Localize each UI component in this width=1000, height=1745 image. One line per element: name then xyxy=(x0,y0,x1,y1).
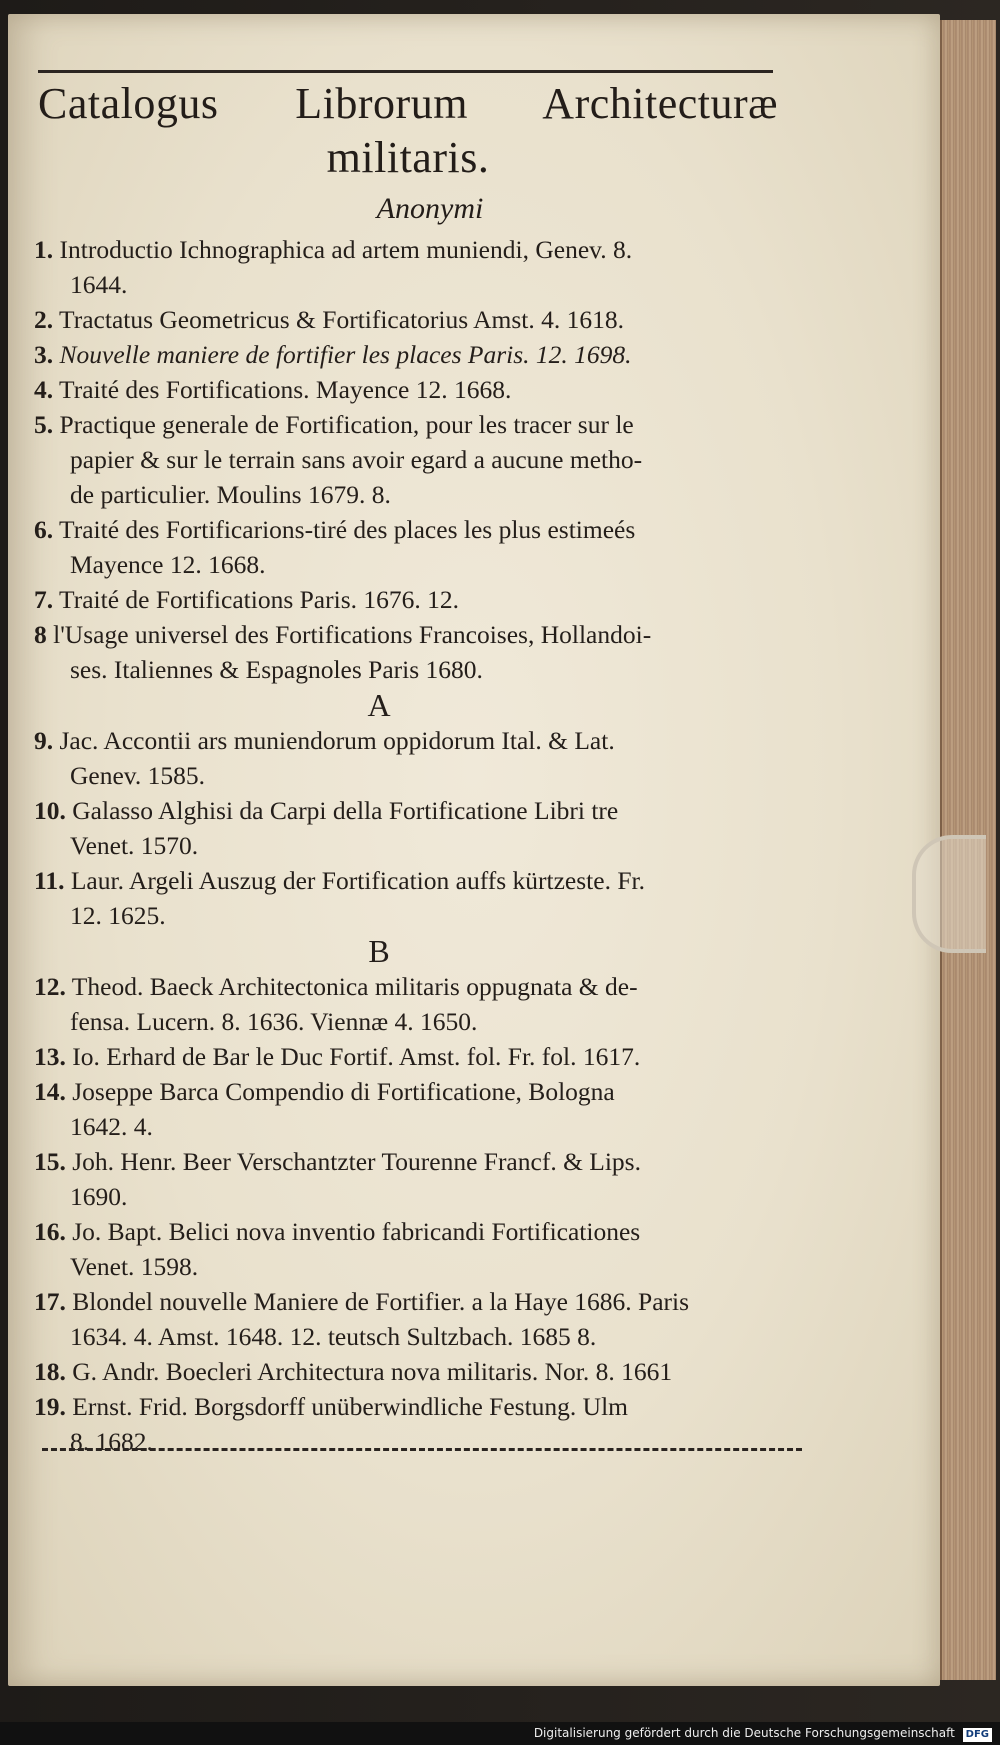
entry-line xyxy=(34,407,794,442)
entry-line xyxy=(34,582,794,617)
entry-line xyxy=(34,512,794,547)
title-line-2: militaris. xyxy=(326,133,490,182)
entry-line xyxy=(34,372,794,407)
section-heading-anonymi: Anonymi xyxy=(376,192,484,225)
entry-line xyxy=(34,337,794,372)
entry-text: papier & sur le terrain sans avoir egard a aucune metho- xyxy=(70,445,643,474)
catalogue-entry xyxy=(34,1284,794,1354)
entry-line xyxy=(34,617,794,652)
entry-number: 8 xyxy=(34,620,47,649)
digitization-footer xyxy=(0,1722,1000,1745)
entry-text: Joh. Henr. Beer Verschantzter Tourenne Francf. & Lips. xyxy=(72,1147,641,1176)
entry-line xyxy=(34,232,794,267)
entry-text: 8. 1682. xyxy=(70,1427,153,1456)
catalogue-entry xyxy=(34,582,794,617)
entry-line xyxy=(34,969,794,1004)
entry-line xyxy=(34,723,794,758)
entry-continuation-line xyxy=(34,1179,794,1214)
entry-text: Nouvelle maniere de fortifier les places Paris. 12. 1698. xyxy=(59,340,632,369)
entry-text: de particulier. Moulins 1679. 8. xyxy=(70,480,391,509)
entry-text: fensa. Lucern. 8. 1636. Viennæ 4. 1650. xyxy=(70,1007,478,1036)
entry-continuation-line xyxy=(34,1319,794,1354)
entry-text: 12. 1625. xyxy=(70,901,166,930)
catalogue-entry xyxy=(34,372,794,407)
section-heading-a: A xyxy=(367,687,391,723)
footer-rule xyxy=(42,1448,802,1451)
catalogue-entry xyxy=(34,337,794,372)
page-clip xyxy=(912,835,986,953)
entry-line xyxy=(34,1354,794,1389)
entry-text: 1644. xyxy=(70,270,128,299)
section-heading-b: B xyxy=(368,933,390,969)
entry-text: Venet. 1570. xyxy=(70,831,199,860)
entry-number: 15. xyxy=(34,1147,66,1176)
catalogue-entry xyxy=(34,232,794,302)
catalogue-entry xyxy=(34,1144,794,1214)
entry-number: 10. xyxy=(34,796,66,825)
entry-line xyxy=(34,1074,794,1109)
entry-continuation-line xyxy=(34,1109,794,1144)
catalogue-entry xyxy=(34,723,794,793)
entry-text: Traité des Fortifications. Mayence 12. 1668. xyxy=(59,375,512,404)
entry-text: Genev. 1585. xyxy=(70,761,206,790)
entry-text: Traité de Fortifications Paris. 1676. 12. xyxy=(59,585,459,614)
entry-text: Practique generale de Fortification, pour les tracer sur le xyxy=(59,410,634,439)
entry-number: 17. xyxy=(34,1287,66,1316)
page-title xyxy=(38,78,778,184)
catalogue-entries xyxy=(34,232,794,1459)
catalogue-entry xyxy=(34,969,794,1039)
footer-text: Digitalisierung gefördert durch die Deutsche Forschungsgemeinschaft xyxy=(533,1726,955,1740)
entry-line xyxy=(34,793,794,828)
entry-line xyxy=(34,1214,794,1249)
dfg-logo: DFG xyxy=(963,1728,992,1742)
entry-text: Tractatus Geometricus & Fortificatorius Amst. 4. 1618. xyxy=(59,305,625,334)
entry-continuation-line xyxy=(34,477,794,512)
entry-number: 19. xyxy=(34,1392,66,1421)
entry-text: Ernst. Frid. Borgsdorff unüberwindliche Festung. Ulm xyxy=(72,1392,629,1421)
entry-line xyxy=(34,1284,794,1319)
catalogue-entry xyxy=(34,512,794,582)
entry-continuation-line xyxy=(34,898,794,933)
entry-line xyxy=(34,1039,794,1074)
catalogue-entry xyxy=(34,617,794,687)
entry-number: 5. xyxy=(34,410,54,439)
entry-text: Introductio Ichnographica ad artem muniendi, Genev. 8. xyxy=(59,235,633,264)
entry-text: Theod. Baeck Architectonica militaris oppugnata & de- xyxy=(71,972,638,1001)
entry-number: 2. xyxy=(34,305,54,334)
entry-continuation-line xyxy=(34,652,794,687)
header-rule xyxy=(38,70,773,73)
catalogue-entry xyxy=(34,1039,794,1074)
entry-continuation-line xyxy=(34,1004,794,1039)
entry-text: G. Andr. Boecleri Architectura nova militaris. Nor. 8. 1661 xyxy=(72,1357,673,1386)
entry-continuation-line xyxy=(34,267,794,302)
title-line-1: Catalogus Librorum Architecturæ xyxy=(38,79,778,128)
catalogue-entry xyxy=(34,793,794,863)
entry-continuation-line xyxy=(34,1249,794,1284)
entry-text: Traité des Fortificarions-tiré des places les plus estimeés xyxy=(59,515,636,544)
entry-number: 11. xyxy=(34,866,65,895)
entry-continuation-line xyxy=(34,1424,794,1459)
entry-number: 7. xyxy=(34,585,54,614)
entry-text: 1690. xyxy=(70,1182,128,1211)
entry-number: 1. xyxy=(34,235,54,264)
entry-number: 14. xyxy=(34,1077,66,1106)
entry-number: 6. xyxy=(34,515,54,544)
entry-text: l'Usage universel des Fortifications Francoises, Hollandoi- xyxy=(53,620,652,649)
entry-text: Laur. Argeli Auszug der Fortification auffs kürtzeste. Fr. xyxy=(70,866,645,895)
entry-continuation-line xyxy=(34,442,794,477)
entry-text: Blondel nouvelle Maniere de Fortifier. a la Haye 1686. Paris xyxy=(72,1287,690,1316)
entry-line xyxy=(34,1144,794,1179)
entry-number: 13. xyxy=(34,1042,66,1071)
entry-continuation-line xyxy=(34,828,794,863)
entry-text: 1642. 4. xyxy=(70,1112,153,1141)
entry-text: ses. Italiennes & Espagnoles Paris 1680. xyxy=(70,655,483,684)
catalogue-entry xyxy=(34,863,794,933)
catalogue-entry xyxy=(34,1354,794,1389)
entry-number: 4. xyxy=(34,375,54,404)
entry-line xyxy=(34,863,794,898)
entry-number: 16. xyxy=(34,1217,66,1246)
entry-number: 3. xyxy=(34,340,54,369)
catalogue-entry xyxy=(34,1074,794,1144)
entry-line xyxy=(34,302,794,337)
entry-line xyxy=(34,1389,794,1424)
entry-text: Io. Erhard de Bar le Duc Fortif. Amst. fol. Fr. fol. 1617. xyxy=(72,1042,641,1071)
entry-text: Jac. Accontii ars muniendorum oppidorum Ital. & Lat. xyxy=(59,726,615,755)
entry-text: Mayence 12. 1668. xyxy=(70,550,266,579)
entry-text: 1634. 4. Amst. 1648. 12. teutsch Sultzbach. 1685 8. xyxy=(70,1322,597,1351)
entry-text: Venet. 1598. xyxy=(70,1252,199,1281)
entry-number: 12. xyxy=(34,972,66,1001)
entry-continuation-line xyxy=(34,758,794,793)
catalogue-entry xyxy=(34,1214,794,1284)
entry-continuation-line xyxy=(34,547,794,582)
entry-number: 9. xyxy=(34,726,54,755)
entry-number: 18. xyxy=(34,1357,66,1386)
entry-text: Galasso Alghisi da Carpi della Fortificatione Libri tre xyxy=(72,796,619,825)
catalogue-entry xyxy=(34,302,794,337)
catalogue-entry xyxy=(34,407,794,512)
entry-text: Joseppe Barca Compendio di Fortificatione, Bologna xyxy=(72,1077,615,1106)
entry-text: Jo. Bapt. Belici nova inventio fabricandi Fortificationes xyxy=(72,1217,641,1246)
